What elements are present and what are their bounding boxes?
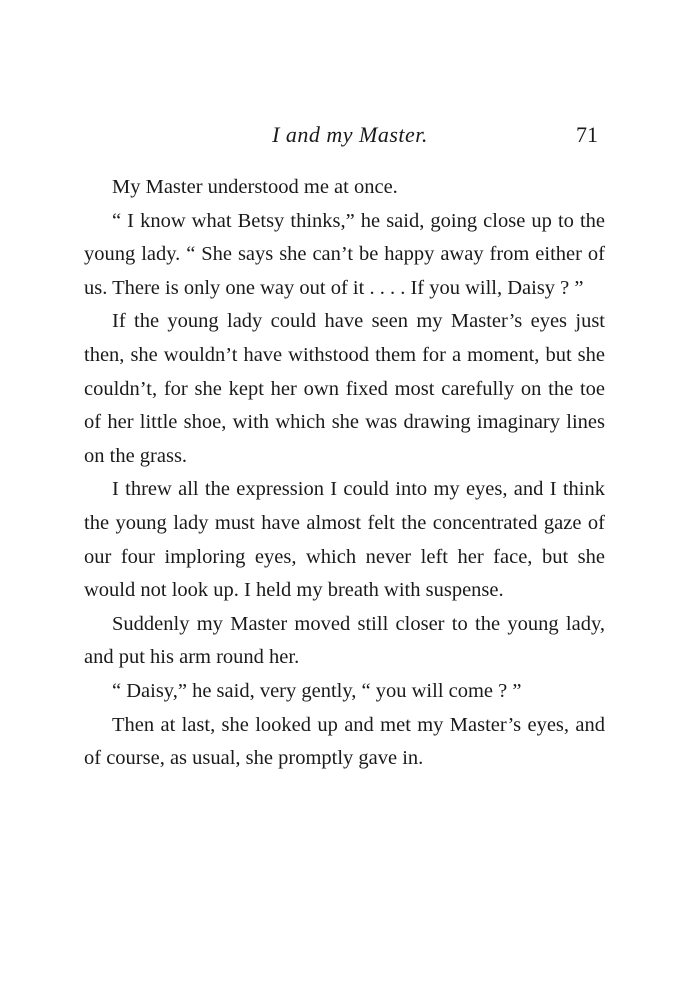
paragraph: My Master understood me at once.	[112, 176, 398, 198]
paragraph: “ Daisy,” he said, very gently, “ you will come ? ”	[112, 679, 522, 702]
paragraph: “ I know what Betsy thinks,” he said, going close up to the young lady. “ She says she can’t be happy away from either of us. There is only one way out of it . . . . If you will, Daisy ? ”	[84, 209, 605, 299]
running-title: I and my Master.	[272, 122, 428, 147]
paragraph: Suddenly my Master moved still closer to the young lady, and put his arm round her.	[84, 612, 605, 669]
paragraph: If the young lady could have seen my Master’s eyes just then, she wouldn’t have withstood them for a moment, but she couldn’t, for she kept her own fixed most carefully on the toe of her little shoe, with which she was drawing imaginary lines on the grass.	[84, 310, 605, 467]
body-text	[84, 171, 605, 776]
paragraph: Then at last, she looked up and met my Master’s eyes, and of course, as usual, she promptly gave in.	[84, 713, 605, 770]
paragraph: I threw all the expression I could into my eyes, and I think the young lady must have almost felt the concentrated gaze of our four imploring eyes, which never left her face, but she would not look up. I held my breath with suspense.	[84, 478, 605, 602]
running-head	[88, 122, 598, 156]
page-number: 71	[576, 122, 598, 147]
